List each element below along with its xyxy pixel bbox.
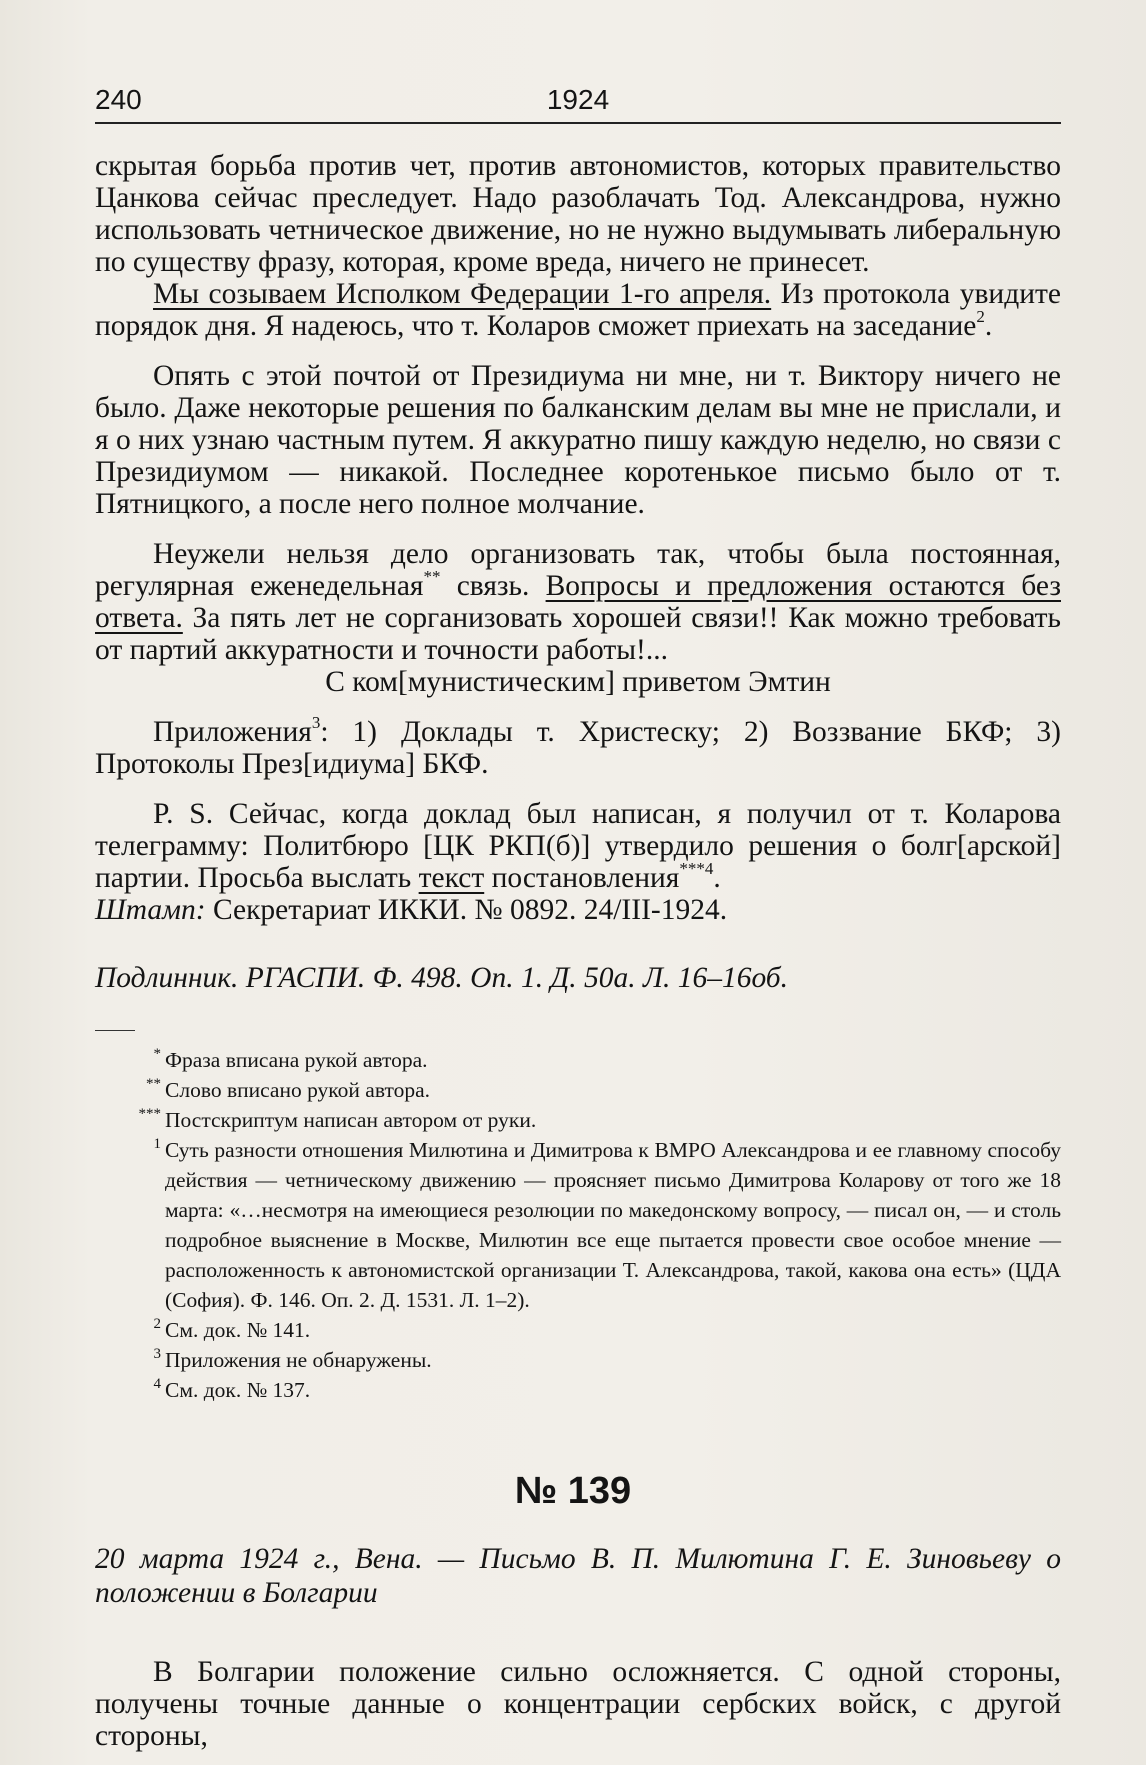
footnote-marker: 4	[153, 1376, 161, 1392]
footnote-marker: ***	[138, 1106, 161, 1122]
footnote-item	[95, 1315, 1061, 1345]
document-date-heading: 20 марта 1924 г., Вена. — Письмо В. П. Милютина Г. Е. Зиновьеву о положении в Болгарии	[95, 1543, 1061, 1609]
footnote-text: Фраза вписана рукой автора.	[165, 1048, 428, 1072]
closing-signature: С ком[мунистическим] приветом Эмтин	[325, 666, 831, 698]
stamp-label: Штамп:	[95, 894, 206, 926]
footnote-item	[95, 1075, 1061, 1105]
paragraph-4: Неужели нельзя дело организовать так, чтобы была постоянная, регулярная еженедельная** связь. Вопросы и предложения остаются без ответа. За пять лет не сорганизовать хорошей связи!! Как можно требовать от партий аккуратности и точности работы!...	[95, 538, 1061, 666]
footnote-ref-3: 3	[311, 713, 321, 732]
footnote-text: Приложения не обнаружены.	[165, 1348, 432, 1372]
footnote-marker: 1	[153, 1136, 161, 1152]
paragraph-2: Мы созываем Исполком Федерации 1-го апреля. Из протокола увидите порядок дня. Я надеюсь, что т. Коларов сможет приехать на заседание$^2$.	[95, 278, 1061, 342]
footnote-item	[95, 1345, 1061, 1375]
footnote-marker: 3	[153, 1346, 161, 1362]
footnote-text: См. док. № 141.	[165, 1318, 311, 1342]
running-head-year: 1924	[546, 84, 610, 115]
next-document-paragraph: В Болгарии положение сильно осложняется. С одной стороны, получены точные данные о концентрации сербских войск, с другой стороны,	[95, 1656, 1061, 1752]
underlined-phrase: Вопросы и предложения остаются без ответа.	[95, 570, 1061, 634]
archive-reference: Подлинник. РГАСПИ. Ф. 498. Оп. 1. Д. 50а. Л. 16–16об.	[95, 962, 789, 994]
document-number: № 139	[514, 1470, 632, 1512]
footnote-marker: 2	[153, 1316, 161, 1332]
footnote-text: Постскриптум написан автором от руки.	[165, 1108, 537, 1132]
paragraph-3: Опять с этой почтой от Президиума ни мне, ни т. Виктору ничего не было. Даже некоторые решения по балканским делам вы мне не прислали, и я о них узнаю частным путем. Я аккуратно пишу каждую неделю, но связи с Президиумом — никакой. Последнее коротенькое письмо было от т. Пятницкого, а после него полное молчание.	[95, 360, 1061, 520]
footnote-item	[95, 1375, 1061, 1405]
footnote-ref-double-star: **	[423, 567, 441, 586]
footnote-marker: **	[146, 1076, 161, 1092]
footnote-text: См. док. № 137.	[165, 1378, 311, 1402]
footnote-item	[95, 1105, 1061, 1135]
postscript: P. S. Сейчас, когда доклад был написан, я получил от т. Коларова телеграмму: Политбюро [ЦК РКП(б)] утвердило решения о болг[арской] партии. Просьба выслать текст постановления$^{***4}$.	[95, 798, 1061, 894]
footnote-divider	[95, 1030, 135, 1031]
footnote-item	[95, 1045, 1061, 1075]
paragraph-1: скрытая борьба против чет, против автономистов, которых правительство Цанкова сейчас преследует. Надо разоблачать Тод. Александрова, нужно использовать четническое движение, но не нужно выдумывать либеральную по существу фразу, которая, кроме вреда, ничего не принесет.	[95, 150, 1061, 278]
letter-body	[95, 150, 1061, 926]
underlined-word: текст	[418, 862, 485, 894]
attachments: Приложения$^3$: 1) Доклады т. Христеску; 2) Воззвание БКФ; 3) Протоколы През[идиума] БКФ.	[95, 713, 1061, 780]
stamp-line: Штамп: Секретариат ИККИ. № 0892. 24/III-1924.	[95, 894, 728, 926]
page-number: 240	[95, 84, 142, 115]
footnote-text: Суть разности отношения Милютина и Димитрова к ВМРО Александрова и ее главному способу действия — четническому движению — проясняет письмо Димитрова Коларову от того же 18 марта: «…несмотря на имеющиеся резолюции по македонскому вопросу, — писал он, — и столь подробное выяснение в Москве, Милютин все еще пытается провести свое особое мнение — расположенность к автономистской организации Т. Александрова, такой, какова она есть» (ЦДА (София). Ф. 146. Оп. 2. Д. 1531. Л. 1–2).	[165, 1138, 1061, 1312]
footnote-ref-2: 2	[976, 307, 985, 326]
footnote-text: Слово вписано рукой автора.	[165, 1078, 430, 1102]
footnote-ref-triple-star-4: ***4	[679, 859, 714, 878]
underlined-phrase: Мы созываем Исполком Федерации 1-го апреля.	[153, 278, 772, 310]
footnotes	[95, 1045, 1061, 1405]
footnote-item	[95, 1135, 1061, 1315]
page-header	[95, 82, 1061, 124]
footnote-marker: *	[153, 1046, 161, 1062]
